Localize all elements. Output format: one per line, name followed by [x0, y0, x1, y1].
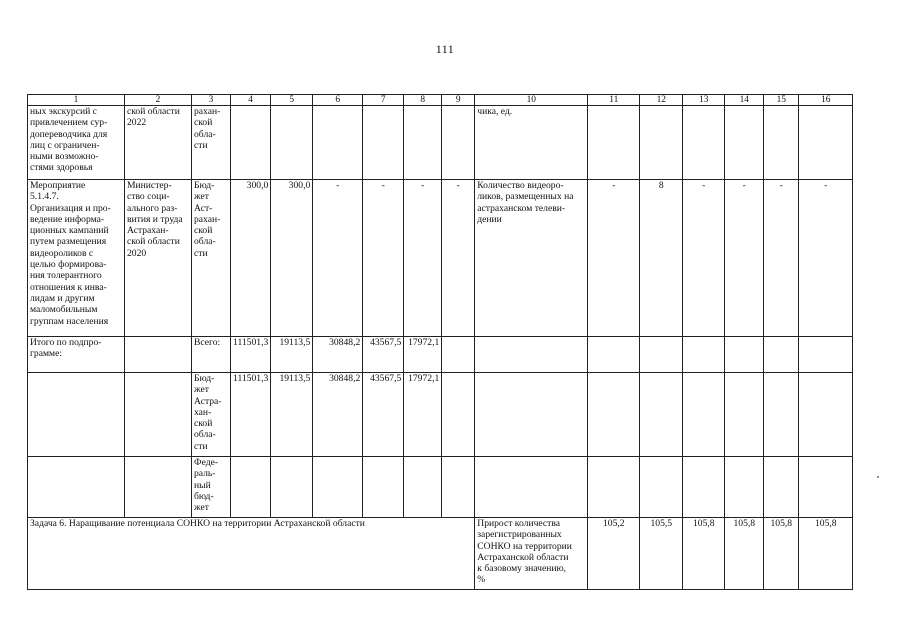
funding-source: рахан- ской обла- сти — [192, 106, 231, 180]
cell-value: 17972,1 — [404, 337, 442, 373]
cell-value: 105,8 — [683, 518, 725, 590]
cell-value: - — [683, 180, 725, 337]
indicator-name — [475, 373, 588, 457]
column-number: 16 — [799, 95, 853, 106]
cell-value — [725, 337, 764, 373]
cell-value: 19113,5 — [271, 373, 313, 457]
cell-value: 43567,5 — [363, 373, 404, 457]
cell-value — [764, 457, 799, 518]
total-label: Итого по подпро- грамме: — [28, 337, 125, 373]
indicator-name: Количество видеоро- ликов, размещенных на астраханском телеви- дении — [475, 180, 588, 337]
cell-value: - — [363, 180, 404, 337]
funding-source: Всего: — [192, 337, 231, 373]
column-number: 9 — [442, 95, 475, 106]
cell-value — [442, 337, 475, 373]
cell-value — [588, 457, 640, 518]
cell-value — [683, 106, 725, 180]
cell-value — [725, 373, 764, 457]
cell-value — [799, 106, 853, 180]
cell-value: 43567,5 — [363, 337, 404, 373]
cell-value: - — [313, 180, 363, 337]
table-row — [28, 106, 853, 180]
column-number: 6 — [313, 95, 363, 106]
funding-source: Бюд- жет Астра- хан- ской обла- сти — [192, 373, 231, 457]
cell-value — [404, 457, 442, 518]
executor: Министер- ство соци- ального раз- вития и труда Астрахан- ской области 2020 — [125, 180, 192, 337]
cell-value — [271, 457, 313, 518]
task-row — [28, 518, 853, 590]
cell-value — [640, 106, 683, 180]
cell-value — [231, 457, 271, 518]
cell-value — [799, 373, 853, 457]
cell-value: 8 — [640, 180, 683, 337]
cell-value: - — [725, 180, 764, 337]
cell-value — [725, 457, 764, 518]
column-number: 13 — [683, 95, 725, 106]
cell-value — [764, 106, 799, 180]
cell-value — [442, 373, 475, 457]
measure-name — [28, 457, 125, 518]
cell-value: - — [799, 180, 853, 337]
cell-value: 300,0 — [231, 180, 271, 337]
column-number: 5 — [271, 95, 313, 106]
cell-value — [588, 373, 640, 457]
cell-value — [683, 457, 725, 518]
indicator-name: чика, ед. — [475, 106, 588, 180]
cell-value — [683, 337, 725, 373]
measure-name: ных экскурсий с привлечением сур- допереводчика для лиц с ограничен- ными возможно- стями здоровья — [28, 106, 125, 180]
cell-value — [442, 106, 475, 180]
page-number: 111 — [435, 42, 455, 56]
column-number: 14 — [725, 95, 764, 106]
column-number: 12 — [640, 95, 683, 106]
cell-value: 105,8 — [764, 518, 799, 590]
column-number: 7 — [363, 95, 404, 106]
scan-speck — [877, 476, 879, 478]
budget-table — [27, 94, 853, 590]
cell-value: 111501,3 — [231, 337, 271, 373]
cell-value — [313, 106, 363, 180]
cell-value — [764, 373, 799, 457]
executor — [125, 337, 192, 373]
table-row — [28, 457, 853, 518]
column-number: 2 — [125, 95, 192, 106]
table-row — [28, 373, 853, 457]
cell-value: 30848,2 — [313, 337, 363, 373]
cell-value: - — [764, 180, 799, 337]
cell-value — [764, 337, 799, 373]
cell-value: 30848,2 — [313, 373, 363, 457]
cell-value — [725, 106, 764, 180]
column-number-row — [28, 95, 853, 106]
cell-value — [363, 457, 404, 518]
cell-value — [271, 106, 313, 180]
column-number: 15 — [764, 95, 799, 106]
cell-value: 105,5 — [640, 518, 683, 590]
cell-value — [640, 337, 683, 373]
cell-value: 105,2 — [588, 518, 640, 590]
cell-value: 300,0 — [271, 180, 313, 337]
cell-value: - — [442, 180, 475, 337]
cell-value — [640, 457, 683, 518]
column-number: 8 — [404, 95, 442, 106]
funding-source: Бюд- жет Аст- рахан- ской обла- сти — [192, 180, 231, 337]
cell-value — [313, 457, 363, 518]
table-row — [28, 337, 853, 373]
funding-source: Феде- раль- ный бюд- жет — [192, 457, 231, 518]
column-number: 4 — [231, 95, 271, 106]
cell-value — [404, 106, 442, 180]
indicator-name — [475, 457, 588, 518]
cell-value — [683, 373, 725, 457]
measure-name: Мероприятие 5.1.4.7. Организация и про- ведение информа- ционных кампаний путем размещения видеороликов с целью формирова- ния толерантного отношения к инва- лидам и другим маломобильным группам населения — [28, 180, 125, 337]
indicator-name — [475, 337, 588, 373]
cell-value — [588, 337, 640, 373]
cell-value — [363, 106, 404, 180]
task-indicator: Прирост количества зарегистрированных СОНКО на территории Астраханской области к базовому значению, % — [475, 518, 588, 590]
cell-value — [231, 106, 271, 180]
column-number: 3 — [192, 95, 231, 106]
cell-value: 17972,1 — [404, 373, 442, 457]
cell-value — [799, 457, 853, 518]
column-number: 11 — [588, 95, 640, 106]
cell-value: 19113,5 — [271, 337, 313, 373]
executor: ской области 2022 — [125, 106, 192, 180]
executor — [125, 373, 192, 457]
table-row — [28, 180, 853, 337]
cell-value: 105,8 — [799, 518, 853, 590]
cell-value — [799, 337, 853, 373]
cell-value: 105,8 — [725, 518, 764, 590]
cell-value — [588, 106, 640, 180]
cell-value: 111501,3 — [231, 373, 271, 457]
cell-value — [640, 373, 683, 457]
cell-value: - — [588, 180, 640, 337]
executor — [125, 457, 192, 518]
column-number: 1 — [28, 95, 125, 106]
cell-value: - — [404, 180, 442, 337]
cell-value — [442, 457, 475, 518]
task-title: Задача 6. Наращивание потенциала СОНКО на территории Астраханской области — [28, 518, 475, 590]
measure-name — [28, 373, 125, 457]
column-number: 10 — [475, 95, 588, 106]
